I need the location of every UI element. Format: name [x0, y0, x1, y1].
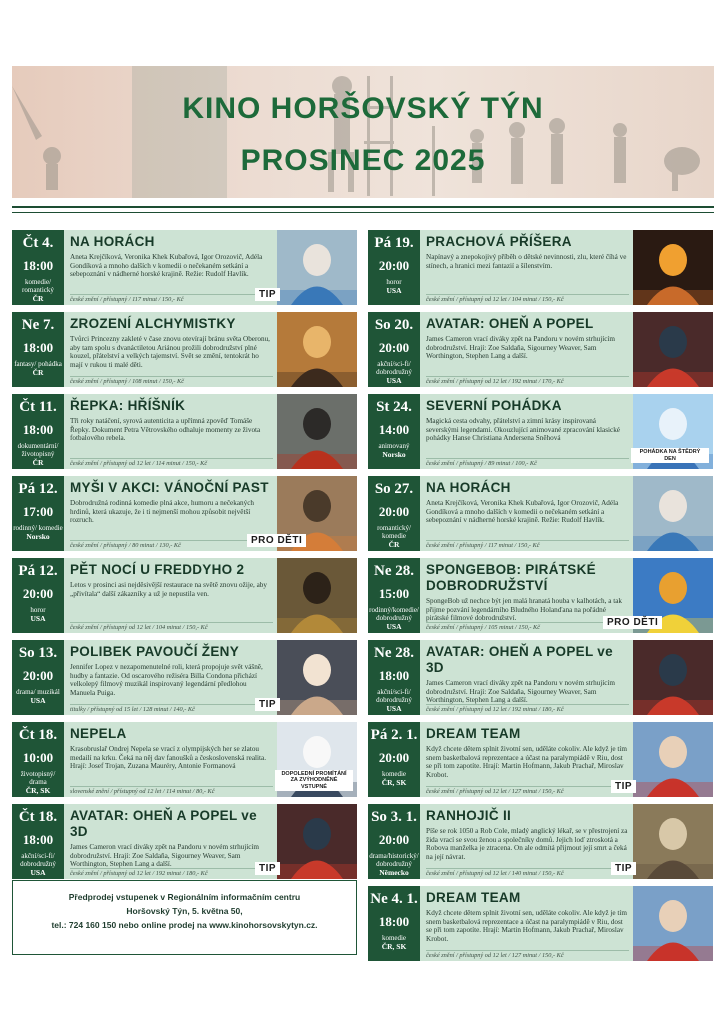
screening-info — [368, 886, 420, 961]
screening-card — [368, 640, 713, 715]
screening-card — [368, 394, 713, 469]
screening-country: Norsko — [382, 450, 406, 459]
screening-country: ČR — [32, 458, 44, 467]
film-meta: titulky / přístupný od 15 let / 128 minut / 140,- Kč — [70, 704, 273, 713]
film-poster — [277, 394, 357, 469]
for-kids-label: PRO DĚTI — [603, 616, 662, 629]
film-meta: české znění / přístupný / 89 minut / 100,- Kč — [426, 458, 629, 467]
film-description: Aneta Krejčíková, Veronika Khek Kubařová, Igor Orozovič, Adéla Gondíková a mnoho dalších v komedii o nečekaném setkání a sebepoznání v nádherné horské krajině. Režie: Rudolf Havlík. — [70, 253, 263, 279]
screening-day: Čt 18. — [18, 809, 58, 825]
screening-card — [368, 886, 713, 961]
screening-genre: drama/ muzikál — [16, 688, 60, 696]
film-description: Píše se rok 1050 a Rob Cole, mladý anglický lékař, se v přestrojení za žida vrací se svou ženou a společníky domů. Jejich loď ztroskotá a Robova manželka je ztracena. On ale odmítá přijmout její smrt a čeká na její návrat. — [426, 827, 628, 861]
film-title: POLIBEK PAVOUČÍ ŽENY — [70, 644, 240, 659]
film-title: NA HORÁCH — [426, 480, 511, 495]
screening-country: USA — [30, 614, 46, 623]
film-details — [64, 476, 277, 551]
film-details — [420, 476, 633, 551]
screening-time: 14:00 — [378, 422, 410, 437]
screening-time: 20:00 — [22, 586, 54, 601]
screening-country: ČR, SK — [25, 786, 51, 795]
screening-country: USA — [386, 376, 402, 385]
poster-image — [633, 230, 713, 305]
film-title: AVATAR: OHEŇ A POPEL ve 3D — [426, 644, 613, 675]
film-meta: české znění / přístupný / 108 minut / 150,- Kč — [70, 376, 273, 385]
screening-info — [12, 312, 64, 387]
film-description: Když chcete dětem splnit životní sen, uděláte cokoliv. Ale když je tím snem basketbalová reprezentace a účast na paralympiádě v Riu, dost se při tom zapotíte. Hrají: Martin Hofmann, Jakub Prachař, Miroslav Krobot. — [426, 745, 627, 779]
screening-card — [368, 804, 713, 879]
screening-genre: rodinný/komedie/ dobrodružný — [369, 606, 419, 622]
film-title: PRACHOVÁ PŘÍŠERA — [426, 234, 572, 249]
screening-day: Ne 7. — [21, 317, 55, 333]
screening-card — [368, 476, 713, 551]
screening-genre: akční/sci-fi/ dobrodružný — [376, 360, 412, 376]
film-title: ZROZENÍ ALCHYMISTKY — [70, 316, 236, 331]
poster-image — [277, 230, 357, 305]
screening-country: USA — [386, 704, 402, 713]
film-meta: slovenské znění / přístupný od 12 let / 114 minut / 80,- Kč — [70, 786, 273, 795]
poster-image — [633, 312, 713, 387]
cinema-title: KINO HORŠOVSKÝ TÝN — [182, 92, 544, 125]
film-details — [64, 394, 277, 469]
film-title: ŘEPKA: HŘÍŠNÍK — [70, 398, 186, 413]
screening-time: 20:00 — [22, 668, 54, 683]
screening-day: Pá 19. — [374, 235, 414, 251]
screening-time: 20:00 — [378, 750, 410, 765]
poster-image — [633, 804, 713, 879]
film-title: RANHOJIČ II — [426, 808, 512, 823]
film-description: Tři roky natáčení, syrová autenticita a upřímná zpověď Tomáše Řepky. Dokument Petra Větrovského odhaluje momenty ze života fotbalového rebela. — [70, 417, 261, 443]
poster-image — [633, 886, 713, 961]
screening-day: So 13. — [18, 645, 58, 661]
film-meta: české znění / přístupný od 12 let / 192 minut / 170,- Kč — [426, 376, 629, 385]
film-details — [420, 722, 633, 797]
film-description: James Cameron vrací diváky zpět na Pandoru v novém strhujícím dobrodružství. Hrají: Zoe Saldaña, Sigourney Weaver, Sam Worthington, Stephen Lang a další. — [426, 679, 616, 705]
screening-country: USA — [30, 868, 46, 877]
screening-country: Německo — [379, 868, 409, 877]
screening-info — [12, 394, 64, 469]
film-meta: české znění / přístupný / 105 minut / 150,- Kč — [426, 622, 629, 631]
poster-image — [277, 394, 357, 469]
screening-time: 20:00 — [378, 258, 410, 273]
screening-time: 20:00 — [378, 340, 410, 355]
film-title: AVATAR: OHEŇ A POPEL — [426, 316, 594, 331]
screening-genre: komedie/ romantický — [22, 278, 54, 294]
screening-time: 18:00 — [378, 668, 410, 683]
film-title: PĚT NOCÍ U FREDDYHO 2 — [70, 562, 245, 577]
divider-top — [12, 206, 714, 208]
screening-info — [368, 722, 420, 797]
film-details — [64, 640, 277, 715]
film-description: Jennifer Lopez v nezapomenutelné roli, která propojuje svět vášně, hudby a fantazie. Od oscarového režiséra Billa Condona přichází velkolepý filmový muzikál inspirovaný legendární předlohou Manuela Puiga. — [70, 663, 263, 697]
film-details — [420, 640, 633, 715]
film-meta: české znění / přístupný od 12 let / 114 minut / 150,- Kč — [70, 458, 273, 467]
screening-card — [12, 804, 357, 879]
screening-info — [368, 230, 420, 305]
film-description: Dobrodružná rodinná komedie plná akce, humoru a nečekaných hrdinů, která ukazuje, že i ti nejmenší mohou způsobit největší rozruch. — [70, 499, 255, 525]
special-screening-badge: POHÁDKA NA ŠTĚDRÝ DEN — [631, 448, 709, 463]
film-description: James Cameron vrací diváky zpět na Pandoru v novém strhujícím dobrodružství. Hrají: Zoe Saldaña, Sigourney Weaver, Sam Worthington, Stephen Lang a další. — [426, 335, 616, 361]
screening-info — [12, 476, 64, 551]
screening-genre: animovaný — [378, 442, 410, 450]
film-title: DREAM TEAM — [426, 890, 521, 905]
screening-info — [368, 804, 420, 879]
film-details — [420, 230, 633, 305]
screening-genre: komedie — [381, 934, 407, 942]
screening-genre: horor — [386, 278, 402, 286]
screening-country: ČR — [32, 294, 44, 303]
screening-info — [368, 558, 420, 633]
film-meta: české znění / přístupný od 12 let / 192 minut / 180,- Kč — [70, 868, 273, 877]
film-details — [420, 886, 633, 961]
film-meta: české znění / přístupný / 117 minut / 150,- Kč — [70, 294, 273, 303]
screening-day: Čt 18. — [18, 727, 58, 743]
film-poster — [277, 804, 357, 879]
film-title: NEPELA — [70, 726, 127, 741]
screening-day: Čt 11. — [19, 399, 57, 415]
screening-info — [368, 312, 420, 387]
film-description: James Cameron vrací diváky zpět na Pandoru v novém strhujícím dobrodružství. Hrají: Zoe Saldaña, Sigourney Weaver, Sam Worthington, Stephen Lang a další. — [70, 843, 260, 869]
screening-time: 15:00 — [378, 586, 410, 601]
screening-day: So 20. — [374, 317, 414, 333]
film-description: Když chcete dětem splnit životní sen, uděláte cokoliv. Ale když je tím snem basketbalová reprezentace a účast na paralympiádě v Riu, dost se při tom zapotíte. Hrají: Martin Hofmann, Jakub Prachař, Miroslav Krobot. — [426, 909, 627, 943]
film-description: Tvůrci Princezny zakleté v čase znovu otevírají bránu světa Oberonu, aby tam spolu s dvanáctiletou Ariánou prožili dobrodružství plné kouzel, přátelství a velkých tajemství. Svět se změní, tentokrát ho mají v rukou ti malé děti. — [70, 335, 270, 369]
film-meta: české znění / přístupný / 80 minut / 130,- Kč — [70, 540, 273, 549]
film-description: Magická cesta odvahy, přátelství a zimní krásy inspirovaná severskými legendami. Okouzlující animované zpracování klasické pohádky Hanse Christiana Andersena Sněhová — [426, 417, 620, 443]
screening-info — [12, 230, 64, 305]
film-meta: české znění / přístupný od 12 let / 127 minut / 150,- Kč — [426, 786, 629, 795]
screening-country: ČR, SK — [381, 778, 407, 787]
screening-day: Ne 28. — [374, 563, 414, 579]
film-meta: české znění / přístupný od 12 let / 192 minut / 180,- Kč — [426, 704, 629, 713]
film-poster — [277, 558, 357, 633]
presale-info-box — [12, 880, 357, 955]
film-description: Napínavý a znepokojivý příběh o dětské nevinnosti, zlu, které číhá ve stínech, a hranici mezi fantazií a šílenstvím. — [426, 253, 627, 270]
for-kids-label: PRO DĚTI — [247, 534, 306, 547]
poster-image — [277, 640, 357, 715]
tip-label: TIP — [255, 862, 280, 875]
screening-time: 18:00 — [22, 422, 54, 437]
screening-genre: komedie — [381, 770, 407, 778]
screening-genre: akční/sci-fi/ dobrodružný — [20, 852, 56, 868]
divider-thin — [12, 212, 714, 213]
screening-card — [12, 640, 357, 715]
screening-genre: romantický/ komedie — [377, 524, 411, 540]
screening-country: USA — [386, 286, 402, 295]
screening-time: 18:00 — [22, 258, 54, 273]
header-illustration — [12, 66, 714, 198]
screening-day: Pá 2. 1. — [370, 727, 418, 743]
film-meta: české znění / přístupný / 117 minut / 150,- Kč — [426, 540, 629, 549]
screening-card — [368, 558, 713, 633]
screening-country: USA — [386, 622, 402, 631]
film-title: NA HORÁCH — [70, 234, 155, 249]
poster-image — [633, 722, 713, 797]
screening-info — [368, 394, 420, 469]
screening-card — [368, 230, 713, 305]
screening-info — [12, 640, 64, 715]
screening-card — [12, 558, 357, 633]
screening-time: 20:00 — [378, 832, 410, 847]
screening-day: Pá 12. — [18, 563, 58, 579]
film-description: Krasobruslař Ondrej Nepela se vrací z olympijských her se zlatou medailí na krku. Čeká na něj dav fanoušků a československá realita. Hrají: Josef Trojan, Zuzana Mauréry, Antonie Formanová — [70, 745, 266, 771]
film-details — [420, 558, 633, 633]
poster-image — [277, 312, 357, 387]
screening-country: USA — [30, 696, 46, 705]
film-details — [64, 312, 277, 387]
film-poster — [633, 722, 713, 797]
presale-line-3: tel.: 724 160 150 nebo online prodej na www.kinohorsovskytyn.cz. — [51, 920, 318, 930]
screening-info — [12, 558, 64, 633]
screening-card — [12, 312, 357, 387]
tip-label: TIP — [611, 780, 636, 793]
screening-genre: rodinný/ komedie — [13, 524, 63, 532]
screening-country: ČR — [388, 540, 400, 549]
film-title: DREAM TEAM — [426, 726, 521, 741]
film-meta: české znění / přístupný od 12 let / 140 minut / 150,- Kč — [426, 868, 629, 877]
screening-country: Norsko — [26, 532, 50, 541]
film-poster — [633, 312, 713, 387]
poster-image — [633, 640, 713, 715]
film-details — [420, 312, 633, 387]
screening-country: ČR — [32, 368, 44, 377]
poster-image — [633, 476, 713, 551]
film-details — [64, 558, 277, 633]
screening-time: 18:00 — [22, 340, 54, 355]
presale-line-2: Horšovský Týn, 5. května 50, — [126, 906, 243, 916]
film-details — [64, 230, 277, 305]
film-title: AVATAR: OHEŇ A POPEL ve 3D — [70, 808, 257, 839]
poster-image — [277, 558, 357, 633]
film-poster — [633, 804, 713, 879]
tip-label: TIP — [255, 288, 280, 301]
screening-time: 10:00 — [22, 750, 54, 765]
screening-genre: životopisný/ drama — [20, 770, 56, 786]
screening-card — [12, 722, 357, 797]
film-meta: české znění / přístupný od 12 let / 104 minut / 150,- Kč — [426, 294, 629, 303]
tip-label: TIP — [611, 862, 636, 875]
screening-day: So 27. — [374, 481, 414, 497]
screening-card — [368, 722, 713, 797]
screening-info — [12, 804, 64, 879]
film-title: SEVERNÍ POHÁDKA — [426, 398, 562, 413]
screening-card — [12, 394, 357, 469]
screening-genre: fantasy/ pohádka — [14, 360, 62, 368]
film-meta: české znění / přístupný od 12 let / 127 minut / 150,- Kč — [426, 950, 629, 959]
month-title: PROSINEC 2025 — [240, 144, 486, 177]
film-poster — [277, 312, 357, 387]
screening-time: 18:00 — [378, 914, 410, 929]
screening-card — [12, 476, 357, 551]
screening-day: St 24. — [376, 399, 412, 415]
screening-day: So 3. 1. — [371, 809, 417, 825]
film-poster — [633, 476, 713, 551]
screening-info — [368, 640, 420, 715]
film-meta: české znění / přístupný od 12 let / 104 minut / 150,- Kč — [70, 622, 273, 631]
film-poster — [633, 230, 713, 305]
screening-genre: dokumentární/ životopisný — [17, 442, 59, 458]
screening-country: ČR, SK — [381, 942, 407, 951]
film-poster — [277, 640, 357, 715]
special-screening-badge: DOPOLEDNÍ PROMÍTÁNÍ ZA ZVÝHODNĚNÉ VSTUPNÉ — [275, 770, 353, 792]
film-title: SPONGEBOB: PIRÁTSKÉ DOBRODRUŽSTVÍ — [426, 562, 596, 593]
screening-day: Pá 12. — [18, 481, 58, 497]
tip-label: TIP — [255, 698, 280, 711]
screening-time: 18:00 — [22, 832, 54, 847]
film-description: Letos v prosinci asi nejděsivější restaurace na světě znovu ožije, aby „přivítala“ další zákazníky a už je nepustila ven. — [70, 581, 267, 598]
screening-card — [12, 230, 357, 305]
screening-info — [368, 476, 420, 551]
screening-card — [368, 312, 713, 387]
film-details — [420, 394, 633, 469]
screening-info — [12, 722, 64, 797]
screening-time: 20:00 — [378, 504, 410, 519]
film-details — [64, 722, 277, 797]
film-description: SpongeBob už nechce být jen malá hranatá houba v kalhotách, a tak přijme pozvání legendárního Bludného Holanďana na pořádné pirátské filmové dobrodružství. — [426, 597, 622, 623]
screening-time: 17:00 — [22, 504, 54, 519]
screening-day: Ne 4. 1. — [370, 891, 418, 907]
screening-genre: akční/sci-fi/ dobrodružný — [376, 688, 412, 704]
film-poster — [277, 230, 357, 305]
film-poster — [633, 640, 713, 715]
screening-day: Ne 28. — [374, 645, 414, 661]
film-title: MYŠI V AKCI: VÁNOČNÍ PAST — [70, 480, 269, 495]
film-poster — [633, 886, 713, 961]
film-description: Aneta Krejčíková, Veronika Khek Kubařová, Igor Orozovič, Adéla Gondíková a mnoho dalších v komedii o nečekaném setkání a sebepoznání v nádherné horské krajině. Režie: Rudolf Havlík. — [426, 499, 619, 525]
header-banner — [12, 66, 714, 198]
film-details — [420, 804, 633, 879]
screening-genre: horor — [30, 606, 46, 614]
poster-image — [277, 804, 357, 879]
presale-line-1: Předprodej vstupenek v Regionálním informačním centru — [68, 892, 301, 902]
screening-genre: drama/historický/ dobrodružný — [369, 852, 419, 868]
screening-day: Čt 4. — [22, 235, 54, 251]
film-details — [64, 804, 277, 879]
